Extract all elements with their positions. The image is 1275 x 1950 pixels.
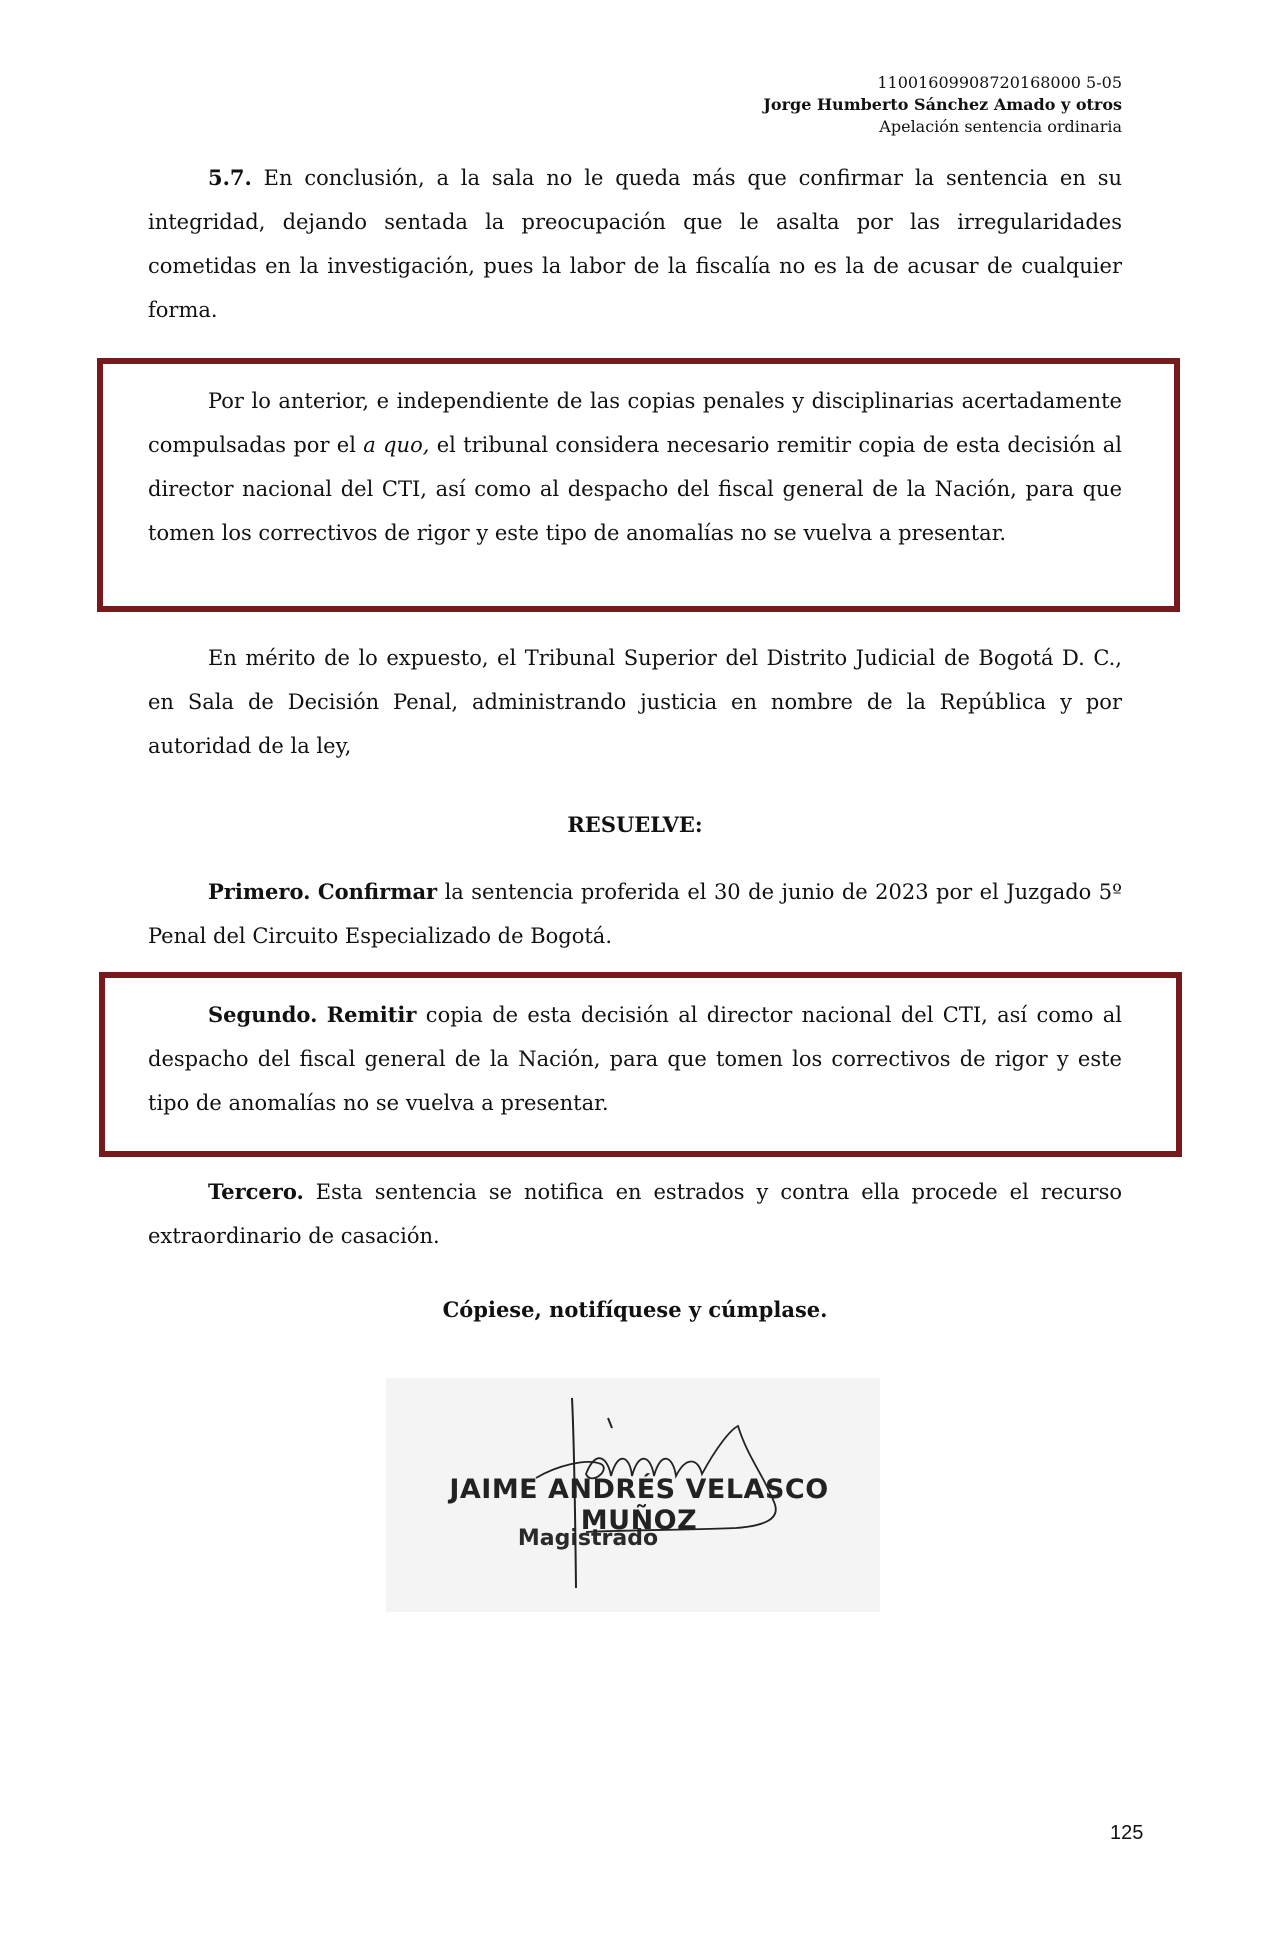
paragraph-text: En conclusión, a la sala no le queda más que confirmar la sentencia en su integridad, dejando sentada la preocupación que le asalta por las irregularidades cometidas en la investigación, pues la labor de la fiscalía no es la de acusar de cualquier forma. <box>148 166 1122 322</box>
paragraph-primero <box>148 870 1122 958</box>
resuelve-heading: RESUELVE: <box>567 812 703 837</box>
page-header <box>763 72 1122 138</box>
ordinal-label: Segundo. <box>208 1002 318 1027</box>
signature-block <box>386 1378 880 1612</box>
signatory-title: Magistrado <box>517 1526 659 1551</box>
paragraph-text: Por lo anterior, e independiente de las copias penales y disciplinarias acertadamente compulsadas por el <box>148 389 1122 457</box>
paragraph-text: la sentencia proferida el 30 de junio de 2023 por el Juzgado 5º Penal del Circuito Especializado de Bogotá. <box>148 880 1122 948</box>
paragraph-text-cont: el tribunal considera necesario remitir copia de esta decisión al director nacional del CTI, así como al despacho del fiscal general de la Nación, para que tomen los correctivos de rigor y este tipo de anomalías no se vuelva a presentar. <box>148 433 1122 545</box>
signatory-name: JAIME ANDRÉS VELASCO MUÑOZ <box>449 1474 829 1536</box>
page-number: 125 <box>1110 1822 1144 1844</box>
paragraph-tercero <box>148 1170 1122 1258</box>
paragraph-segundo <box>148 993 1122 1125</box>
closing-formula: Cópiese, notifíquese y cúmplase. <box>442 1297 828 1322</box>
section-label: 5.7. <box>208 165 252 190</box>
action-verb: Remitir <box>326 1002 417 1027</box>
latin-term: a quo, <box>363 433 430 457</box>
ordinal-label: Primero. <box>208 879 311 904</box>
handwritten-signature <box>386 1378 880 1612</box>
case-number: 11001609908720168000 5-05 <box>877 73 1122 92</box>
case-parties: Jorge Humberto Sánchez Amado y otros <box>763 95 1122 114</box>
paragraph-por-lo-anterior <box>148 379 1122 555</box>
ordinal-label: Tercero. <box>208 1179 304 1204</box>
paragraph-text: copia de esta decisión al director nacional del CTI, así como al despacho del fiscal general de la Nación, para que tomen los correctivos de rigor y este tipo de anomalías no se vuelva a presentar. <box>148 1003 1122 1115</box>
paragraph-en-merito <box>148 636 1122 768</box>
proceeding-type: Apelación sentencia ordinaria <box>879 117 1122 136</box>
paragraph-text: Esta sentencia se notifica en estrados y contra ella procede el recurso extraordinario de casación. <box>148 1180 1122 1248</box>
action-verb: Confirmar <box>317 879 438 904</box>
paragraph-5-7 <box>148 156 1122 332</box>
paragraph-text: En mérito de lo expuesto, el Tribunal Superior del Distrito Judicial de Bogotá D. C., en Sala de Decisión Penal, administrando justicia en nombre de la República y por autoridad de la ley, <box>148 646 1122 758</box>
